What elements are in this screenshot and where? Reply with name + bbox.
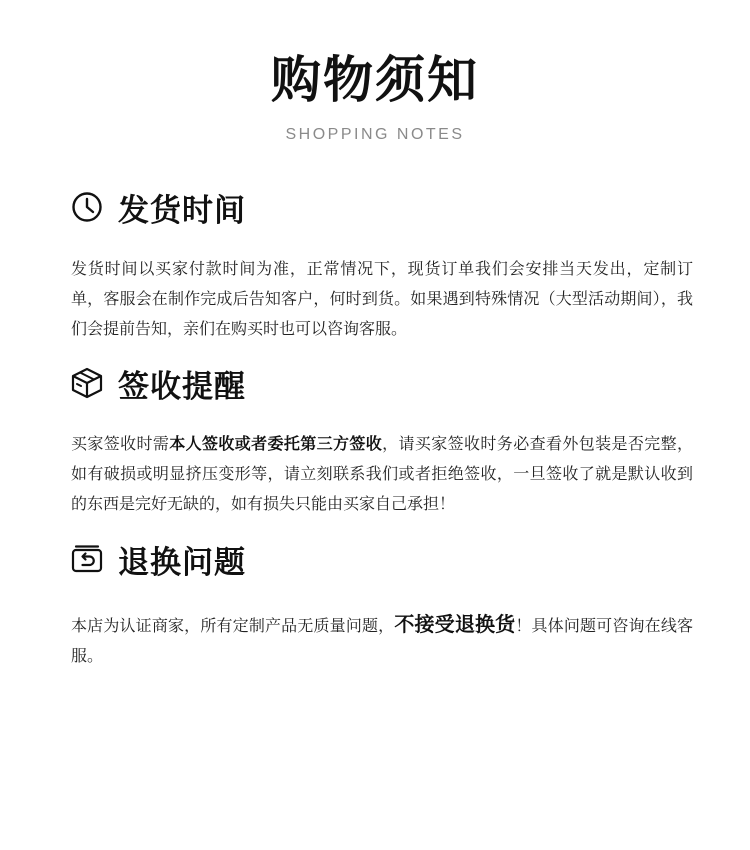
page-title: 购物须知 [271, 51, 479, 109]
section-title-delivery-reminder: 签收提醒 [118, 368, 246, 405]
return-exchange-icon [70, 542, 104, 576]
section-delivery-reminder-text [71, 429, 693, 519]
page-subtitle: SHOPPING NOTES [285, 126, 465, 143]
section-shipping-time-text: 发货时间以买家付款时间为准，正常情况下，现货订单我们会安排当天发出，定制订单，客服会在制作完成后告知客户，何时到货。如果遇到特殊情况（大型活动期间），我们会提前告知，亲们在购买时也可以咨询客服。 [71, 259, 693, 338]
package-box-icon [70, 366, 104, 400]
returns-text-after: ！具体问题可咨询在线客服。 [71, 616, 693, 665]
section-delivery-reminder-header [70, 363, 246, 403]
section-returns-text [71, 609, 693, 671]
section-shipping-time-header [70, 187, 246, 227]
reminder-text-after: ，请买家签收时务必查看外包装是否完整，如有破损或明显挤压变形等，请立刻联系我们或者拒绝签收，一旦签收了就是默认收到的东西是完好无缺的，如有损失只能由买家自己承担！ [71, 434, 693, 513]
reminder-text-before: 买家签收时需 [71, 434, 170, 453]
section-title-returns: 退换问题 [118, 544, 246, 581]
clock-icon [70, 190, 104, 224]
section-title-shipping-time: 发货时间 [118, 192, 246, 229]
returns-text-emphasis: 不接受退换货 [394, 612, 516, 636]
section-returns-header [70, 539, 246, 579]
reminder-text-emphasis: 本人签收或者委托第三方签收 [169, 434, 383, 453]
returns-text-before: 本店为认证商家，所有定制产品无质量问题， [71, 616, 395, 635]
